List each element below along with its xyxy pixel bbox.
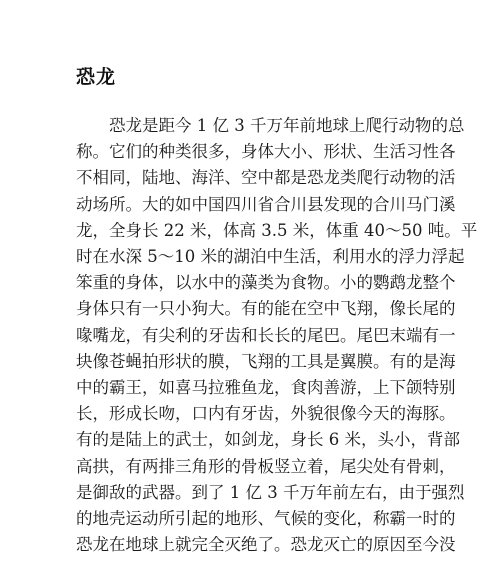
body-line: 时在水深 5～10 米的湖泊中生活，利用水的浮力浮起 — [76, 247, 465, 267]
body-line: 长，形成长吻，口内有牙齿，外貌很像今天的海豚。 — [76, 404, 456, 424]
body-line: 高拱，有两排三角形的骨板竖立着，尾尖处有骨刺， — [76, 456, 456, 476]
body-line: 块像苍蝇拍形状的膜，飞翔的工具是翼膜。有的是海 — [76, 351, 456, 371]
body-line: 恐龙是距今 1 亿 3 千万年前地球上爬行动物的总 — [76, 116, 465, 135]
article-title: 恐龙 — [76, 66, 117, 88]
body-line: 中的霸王，如喜马拉雅鱼龙，食肉善游，上下颌特别 — [76, 378, 456, 398]
body-line: 动场所。大的如中国四川省合川县发现的合川马门溪 — [76, 194, 456, 214]
body-line: 恐龙在地球上就完全灭绝了。恐龙灭亡的原因至今没 — [76, 535, 456, 555]
body-line: 是御敌的武器。到了 1 亿 3 千万年前左右，由于强烈 — [76, 482, 465, 502]
body-line: 有的是陆上的武士，如剑龙，身长 6 米，头小，背部 — [76, 430, 460, 450]
body-line: 不相同，陆地、海洋、空中都是恐龙类爬行动物的活 — [76, 168, 456, 188]
article-body — [76, 113, 478, 558]
body-line: 称。它们的种类很多，身体大小、形状、生活习性各 — [76, 142, 456, 162]
body-line: 笨重的身体，以水中的藻类为食物。小的鹦鹉龙整个 — [76, 273, 456, 293]
body-line: 喙嘴龙，有尖利的牙齿和长长的尾巴。尾巴末端有一 — [76, 325, 456, 345]
body-line: 龙，全身长 22 米，体高 3.5 米，体重 40～50 吨。平 — [76, 220, 478, 240]
body-line: 的地壳运动所引起的地形、气候的变化，称霸一时的 — [76, 509, 456, 529]
body-line: 身体只有一只小狗大。有的能在空中飞翔，像长尾的 — [76, 299, 456, 319]
